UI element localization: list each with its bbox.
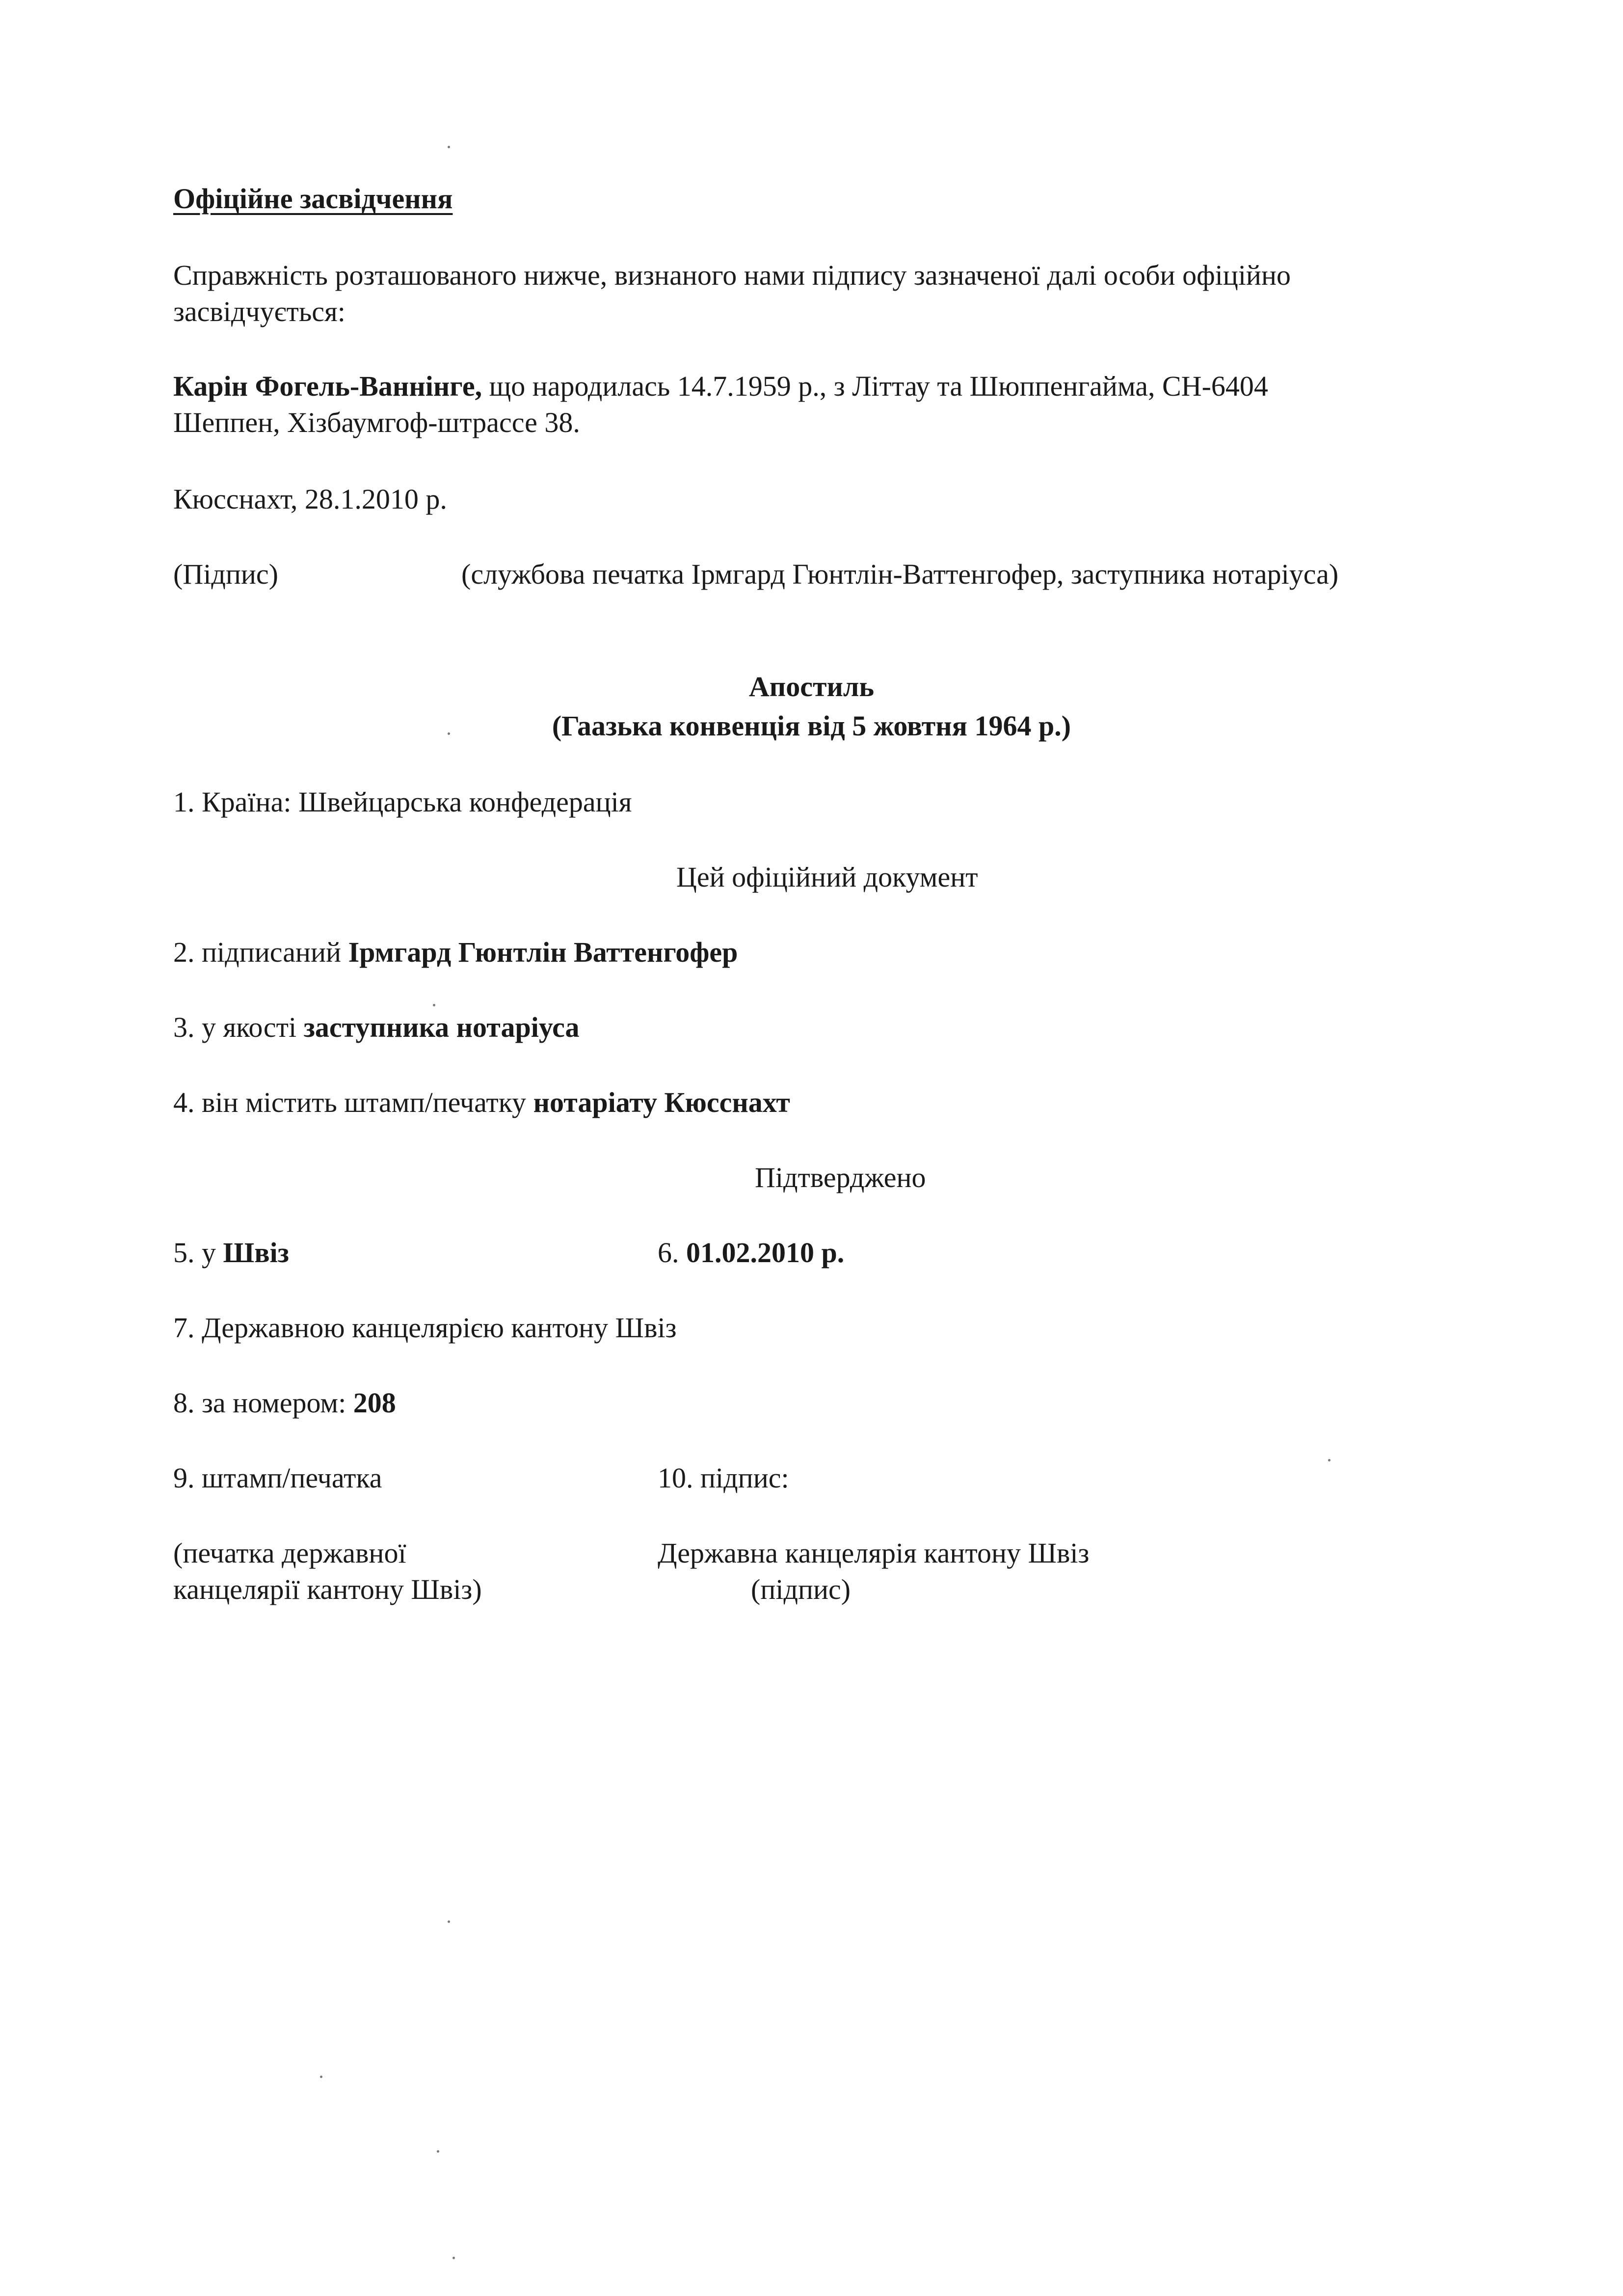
seal-note: (службова печатка Ірмгард Гюнтлін-Ваттенгофер, заступника нотаріуса) [461,558,1339,590]
certification-intro-line2: засвідчується: [173,296,346,327]
scan-speck [448,732,450,735]
apostille-item-9: 9. штамп/печатка [173,1462,382,1494]
item-6-value: 01.02.2010 р. [686,1237,845,1269]
scan-speck [320,2076,322,2078]
person-line2: Шеппен, Хізбаумгоф-штрассе 38. [173,406,580,438]
item-4-label: 4. він містить штамп/печатку [173,1086,533,1118]
seal-description-line1: (печатка державної [173,1537,406,1569]
item-5-label: 5. у [173,1237,223,1269]
apostille-item-3 [173,1009,580,1046]
signature-authority-line1: Державна канцелярія кантону Швіз [658,1537,1090,1569]
scan-speck [1328,1459,1330,1461]
confirmed-heading: Підтверджено [755,1162,926,1193]
item-2-label: 2. підписаний [173,936,348,968]
item-5-value: Швіз [223,1237,289,1269]
official-document-heading: Цей офіційний документ [676,861,978,893]
item-2-value: Ірмгард Гюнтлін Ваттенгофер [348,936,738,968]
person-details: що народилась 14.7.1959 р., з Літтау та Шюппенгайма, CH-6404 [482,370,1268,402]
seal-description-line2: канцелярії кантону Швіз) [173,1573,482,1605]
apostille-item-6 [658,1235,844,1271]
apostille-subtitle: (Гаазька конвенція від 5 жовтня 1964 р.) [552,710,1071,742]
signature-note: (Підпис) [173,558,278,590]
certification-intro-line1: Справжність розташованого нижче, визнаного нами підпису зазначеної далі особи офіційно [173,259,1291,291]
item-4-value: нотаріату Кюсснахт [533,1086,790,1118]
scan-speck [448,146,450,148]
apostille-title: Апостиль [748,671,875,702]
apostille-item-4 [173,1084,790,1121]
apostille-item-7: 7. Державною канцелярією кантону Швіз [173,1312,677,1344]
scan-speck [433,1004,435,1006]
item-8-value: 208 [353,1387,396,1419]
apostille-item-2 [173,934,738,971]
person-name: Карін Фогель-Ваннінге, [173,370,482,402]
certification-title: Офіційне засвідчення [173,183,453,215]
item-6-label: 6. [658,1237,686,1269]
signature-authority-line2: (підпис) [751,1573,851,1605]
place-date: Кюсснахт, 28.1.2010 р. [173,483,447,515]
item-8-label: 8. за номером: [173,1387,353,1419]
person-line1 [173,368,1268,405]
scan-speck [452,2257,455,2259]
apostille-item-8 [173,1385,396,1421]
scan-speck [437,2150,439,2153]
apostille-item-5 [173,1235,289,1271]
item-3-value: заступника нотаріуса [303,1011,580,1043]
apostille-item-10: 10. підпис: [658,1462,789,1494]
scan-speck [448,1920,450,1923]
apostille-item-1: 1. Країна: Швейцарська конфедерація [173,786,632,818]
item-3-label: 3. у якості [173,1011,304,1043]
